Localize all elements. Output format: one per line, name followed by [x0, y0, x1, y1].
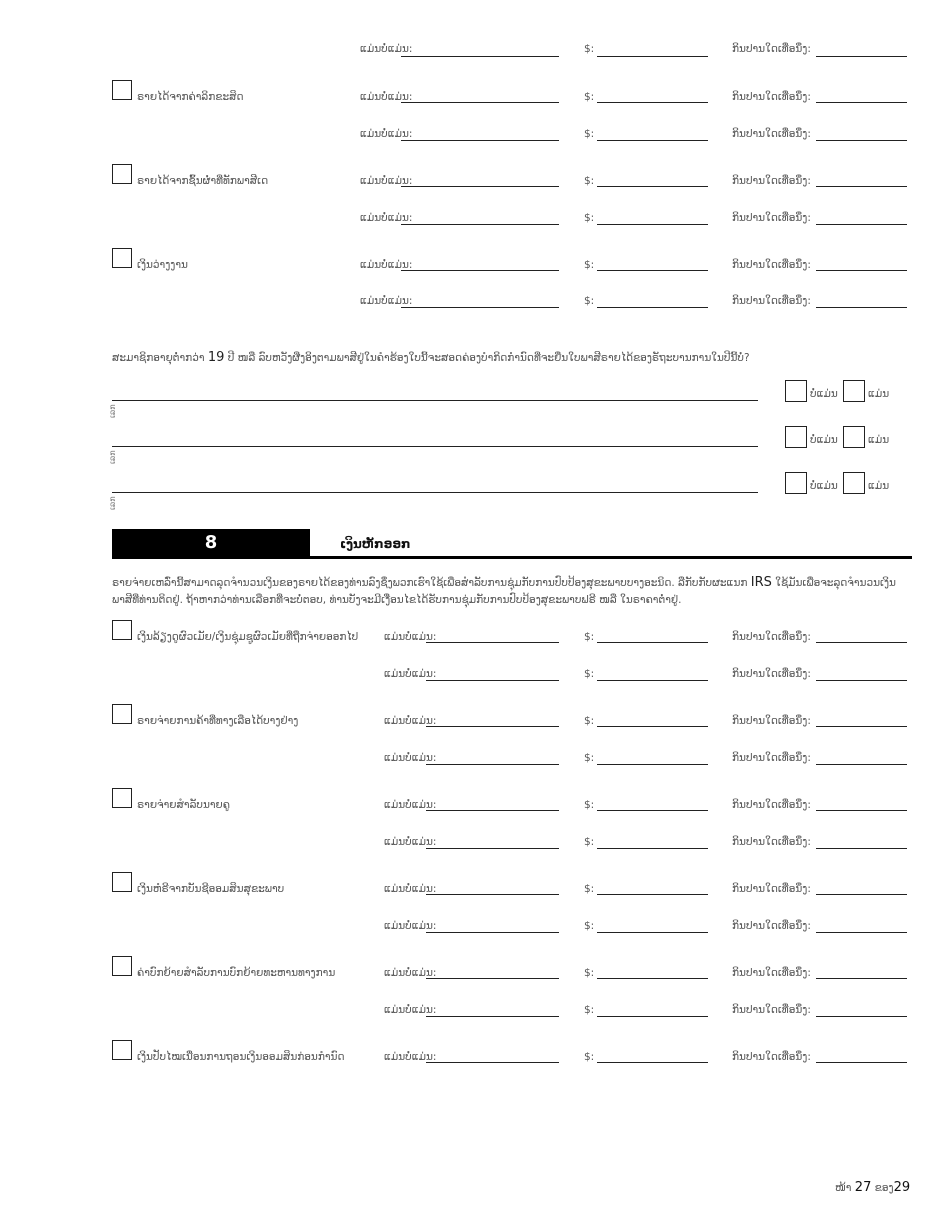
frequency-label: ກິນປານໃດເທື່ອນຶ່ງ:	[732, 43, 811, 55]
alimony-label: ເງິນລ້ຽງດູຜົວເມັຍ/ເງິນຊຸ່ມຊູຜົວເມັຍທີ່ຖືກຈ່າຍອອກໄປ	[137, 631, 359, 643]
amount-label: ແມ່ນບໍ່ແມ່ນ:	[360, 212, 413, 224]
yes-checkbox[interactable]	[785, 380, 807, 402]
dollar-field[interactable]	[597, 186, 708, 187]
dollar-label: $:	[584, 128, 595, 140]
frequency-field[interactable]	[816, 224, 907, 225]
frequency-label: ກິນປານໃດເທື່ອນຶ່ງ:	[732, 631, 811, 643]
dollar-label: $:	[584, 43, 595, 55]
frequency-field[interactable]	[816, 894, 907, 895]
amount-field[interactable]	[426, 932, 559, 933]
scholarship-checkbox[interactable]	[112, 164, 132, 184]
amount-field[interactable]	[426, 1062, 559, 1063]
amount-label: ແມ່ນບໍ່ແມ່ນ:	[384, 967, 437, 979]
amount-label: ແມ່ນບໍ່ແມ່ນ:	[384, 920, 437, 932]
no-label: ແມ່ນ	[868, 434, 890, 446]
military-moving-checkbox[interactable]	[112, 956, 132, 976]
frequency-field[interactable]	[816, 270, 907, 271]
business-expense-checkbox[interactable]	[112, 704, 132, 724]
dollar-field[interactable]	[597, 894, 708, 895]
frequency-label: ກິນປານໃດເທື່ອນຶ່ງ:	[732, 883, 811, 895]
frequency-label: ກິນປານໃດເທື່ອນຶ່ງ:	[732, 212, 811, 224]
frequency-label: ກິນປານໃດເທື່ອນຶ່ງ:	[732, 259, 811, 271]
frequency-field[interactable]	[816, 978, 907, 979]
page-number	[835, 1180, 910, 1195]
dollar-label: $:	[584, 1004, 595, 1016]
dollar-field[interactable]	[597, 1062, 708, 1063]
frequency-field[interactable]	[816, 1016, 907, 1017]
dollar-label: $:	[584, 212, 595, 224]
intro-text-c: ພາສີທີ່ທ່ານຕິດຢູ່. ຖ້າຫາກວ່າທ່ານເລືອກທີ່ຈະບໍ່ຕອບ, ທ່ານບັງຈະມີເງື່ອນໄຂໄດ້ຮັບການຊຸ່ມກັບການປົບປ້ອງສຸຂະພາບຟຣີ ໜລື ໃນຣາຄາຕ່ຳຢູ່.	[112, 594, 682, 606]
frequency-field[interactable]	[816, 102, 907, 103]
frequency-field[interactable]	[816, 307, 907, 308]
amount-field[interactable]	[426, 978, 559, 979]
no-label: ແມ່ນ	[868, 388, 890, 400]
amount-label: ແມ່ນບໍ່ແມ່ນ:	[384, 631, 437, 643]
dollar-label: $:	[584, 799, 595, 811]
dollar-label: $:	[584, 752, 595, 764]
current-page: 27	[854, 1180, 872, 1195]
dollar-label: $:	[584, 259, 595, 271]
yes-label: ບໍ່ແມ່ນ	[810, 434, 838, 446]
frequency-label: ກິນປານໃດເທື່ອນຶ່ງ:	[732, 967, 811, 979]
amount-label: ແມ່ນບໍ່ແມ່ນ:	[384, 668, 437, 680]
amount-field[interactable]	[426, 642, 559, 643]
intro-text-a: ຣາຍຈ່າຍເຫລົ່ານີ້ສາມາດລຸດຈຳນວນເງິນຂອງຣາຍໄດ້ຂອງທ່ານລົງຊຶ່ງພວກເຮົາໃຊ້ເພື່ອສຳລັບການຊຸ່ມກັບການປົບປ້ອງສຸຂະພາບບາງອະນິດ. ລືກັບກັບຜະແນກ	[112, 577, 751, 589]
amount-label: ແມ່ນບໍ່ແມ່ນ:	[384, 752, 437, 764]
frequency-field[interactable]	[816, 56, 907, 57]
dollar-label: $:	[584, 295, 595, 307]
early-withdrawal-checkbox[interactable]	[112, 1040, 132, 1060]
educator-expense-checkbox[interactable]	[112, 788, 132, 808]
dollar-label: $:	[584, 631, 595, 643]
hsa-label: ເງິນຫໍຣີຈາກບັນຊີອອມສິນສຸຂະພາບ	[137, 883, 285, 895]
dollar-field[interactable]	[597, 848, 708, 849]
amount-field[interactable]	[401, 270, 559, 271]
dollar-field[interactable]	[597, 810, 708, 811]
tax-filing-question	[112, 350, 812, 365]
dollar-field[interactable]	[597, 932, 708, 933]
section-title: ເງິນຫັກອອກ	[340, 537, 411, 551]
dollar-label: $:	[584, 883, 595, 895]
amount-field[interactable]	[401, 140, 559, 141]
dollar-label: $:	[584, 175, 595, 187]
frequency-label: ກິນປານໃດເທື່ອນຶ່ງ:	[732, 668, 811, 680]
frequency-field[interactable]	[816, 764, 907, 765]
dollar-field[interactable]	[597, 680, 708, 681]
dollar-label: $:	[584, 668, 595, 680]
amount-label: ແມ່ນບໍ່ແມ່ນ:	[360, 91, 413, 103]
dollar-label: $:	[584, 1051, 595, 1063]
dollar-field[interactable]	[597, 56, 708, 57]
amount-label: ແມ່ນບໍ່ແມ່ນ:	[360, 259, 413, 271]
amount-field[interactable]	[401, 307, 559, 308]
page-word: ໜ້າ	[835, 1182, 855, 1194]
frequency-field[interactable]	[816, 140, 907, 141]
amount-field[interactable]	[426, 680, 559, 681]
intro-irs: IRS	[750, 575, 772, 590]
amount-label: ແມ່ນບໍ່ແມ່ນ:	[384, 799, 437, 811]
no-label: ແມ່ນ	[868, 480, 890, 492]
amount-label: ແມ່ນບໍ່ແມ່ນ:	[360, 295, 413, 307]
amount-field[interactable]	[426, 1016, 559, 1017]
yes-label: ບໍ່ແມ່ນ	[810, 480, 838, 492]
no-checkbox[interactable]	[843, 380, 865, 402]
amount-field[interactable]	[426, 726, 559, 727]
unemployment-checkbox[interactable]	[112, 248, 132, 268]
frequency-label: ກິນປານໃດເທື່ອນຶ່ງ:	[732, 752, 811, 764]
dollar-field[interactable]	[597, 978, 708, 979]
amount-label: ແມ່ນບໍ່ແມ່ນ:	[360, 175, 413, 187]
military-moving-label: ຄ່າບົກຍ້າຍສຳລັບການບົກຍ້າຍທະຫານທາງການ	[137, 967, 336, 979]
section-intro	[112, 574, 912, 609]
amount-label: ແມ່ນບໍ່ແມ່ນ:	[360, 43, 413, 55]
frequency-label: ກິນປານໃດເທື່ອນຶ່ງ:	[732, 799, 811, 811]
business-expense-label: ຣາຍຈ່າຍການຄ້າທີ່ທາງເລືອໄດ້ບາງຢ່າງ	[137, 715, 299, 727]
amount-field[interactable]	[426, 764, 559, 765]
dollar-field[interactable]	[597, 1016, 708, 1017]
frequency-field[interactable]	[816, 1062, 907, 1063]
frequency-field[interactable]	[816, 810, 907, 811]
hsa-checkbox[interactable]	[112, 872, 132, 892]
section-divider	[112, 556, 912, 559]
amount-label: ແມ່ນບໍ່ແມ່ນ:	[384, 715, 437, 727]
amount-label: ແມ່ນບໍ່ແມ່ນ:	[384, 1004, 437, 1016]
dollar-label: $:	[584, 967, 595, 979]
question-age: 19	[207, 350, 225, 365]
member-name-field[interactable]	[112, 446, 758, 447]
frequency-field[interactable]	[816, 186, 907, 187]
early-withdrawal-label: ເງິນປັບໄໝເນື່ອນການຖອນເງິນອອມສິນກ່ອນກຳນົດ	[137, 1051, 345, 1063]
member-name-field[interactable]	[112, 400, 758, 401]
question-suffix: ປີ ໜລື ລົບຫວັງຜີ່ງອິງຕາມພາສີຢູ່ໃນຄຳຮ້ອງໃບນີ້ຈະສອດຄ່ອງບຳກິດກຳນົດທີ່ຈະຍື່ນໃບພາສີຣາຍໄດ້ຂອງຣັຖະບານການໃນປີນີ້ບໍ່?	[224, 352, 750, 364]
frequency-label: ກິນປານໃດເທື່ອນຶ່ງ:	[732, 91, 811, 103]
yes-checkbox[interactable]	[785, 472, 807, 494]
row-number-label: ເລກ	[108, 450, 117, 464]
amount-label: ແມ່ນບໍ່ແມ່ນ:	[384, 883, 437, 895]
dollar-field[interactable]	[597, 140, 708, 141]
dollar-field[interactable]	[597, 764, 708, 765]
member-name-field[interactable]	[112, 492, 758, 493]
frequency-label: ກິນປານໃດເທື່ອນຶ່ງ:	[732, 1051, 811, 1063]
section-number: 8	[112, 529, 310, 559]
yes-label: ບໍ່ແມ່ນ	[810, 388, 838, 400]
frequency-field[interactable]	[816, 848, 907, 849]
amount-field[interactable]	[401, 224, 559, 225]
frequency-label: ກິນປານໃດເທື່ອນຶ່ງ:	[732, 920, 811, 932]
frequency-field[interactable]	[816, 642, 907, 643]
frequency-label: ກິນປານໃດເທື່ອນຶ່ງ:	[732, 715, 811, 727]
scholarship-label: ຣາຍໄດ້ຈາກຊົ້ນຜ່ຳທີ່ທັກພາສີເດ	[137, 175, 269, 187]
dollar-label: $:	[584, 91, 595, 103]
amount-label: ແມ່ນບໍ່ແມ່ນ:	[384, 1051, 437, 1063]
royalties-checkbox[interactable]	[112, 80, 132, 100]
row-number-label: ເລກ	[108, 404, 117, 418]
unemployment-label: ເງິນວ່າງງານ	[137, 259, 188, 271]
amount-field[interactable]	[426, 848, 559, 849]
dollar-field[interactable]	[597, 307, 708, 308]
amount-field[interactable]	[401, 56, 559, 57]
frequency-label: ກິນປານໃດເທື່ອນຶ່ງ:	[732, 175, 811, 187]
dollar-label: $:	[584, 715, 595, 727]
of-word: ຂອງ	[871, 1182, 894, 1194]
educator-expense-label: ຣາຍຈ່າຍສຳລັບນາຍຄູ	[137, 799, 230, 811]
dollar-field[interactable]	[597, 642, 708, 643]
dollar-field[interactable]	[597, 726, 708, 727]
frequency-label: ກິນປານໃດເທື່ອນຶ່ງ:	[732, 295, 811, 307]
amount-label: ແມ່ນບໍ່ແມ່ນ:	[384, 836, 437, 848]
dollar-label: $:	[584, 836, 595, 848]
dollar-field[interactable]	[597, 102, 708, 103]
dollar-label: $:	[584, 920, 595, 932]
no-checkbox[interactable]	[843, 426, 865, 448]
yes-checkbox[interactable]	[785, 426, 807, 448]
amount-label: ແມ່ນບໍ່ແມ່ນ:	[360, 128, 413, 140]
amount-field[interactable]	[401, 102, 559, 103]
row-number-label: ເລກ	[108, 496, 117, 510]
no-checkbox[interactable]	[843, 472, 865, 494]
dollar-field[interactable]	[597, 270, 708, 271]
frequency-field[interactable]	[816, 726, 907, 727]
frequency-field[interactable]	[816, 680, 907, 681]
amount-field[interactable]	[401, 186, 559, 187]
total-pages: 29	[893, 1180, 911, 1195]
alimony-checkbox[interactable]	[112, 620, 132, 640]
frequency-label: ກິນປານໃດເທື່ອນຶ່ງ:	[732, 836, 811, 848]
frequency-label: ກິນປານໃດເທື່ອນຶ່ງ:	[732, 1004, 811, 1016]
intro-text-b: ໃຊ້ມັນເພື່ອຈະລຸດຈຳນວນເງິນ	[771, 577, 896, 589]
frequency-field[interactable]	[816, 932, 907, 933]
amount-field[interactable]	[426, 810, 559, 811]
amount-field[interactable]	[426, 894, 559, 895]
frequency-label: ກິນປານໃດເທື່ອນຶ່ງ:	[732, 128, 811, 140]
royalties-label: ຣາຍໄດ້ຈາກຄ່າລິກຂະສິດ	[137, 91, 244, 103]
question-prefix: ສະມາຊິກອາຍຸຕ່ຳກວ່າ	[112, 352, 208, 364]
dollar-field[interactable]	[597, 224, 708, 225]
